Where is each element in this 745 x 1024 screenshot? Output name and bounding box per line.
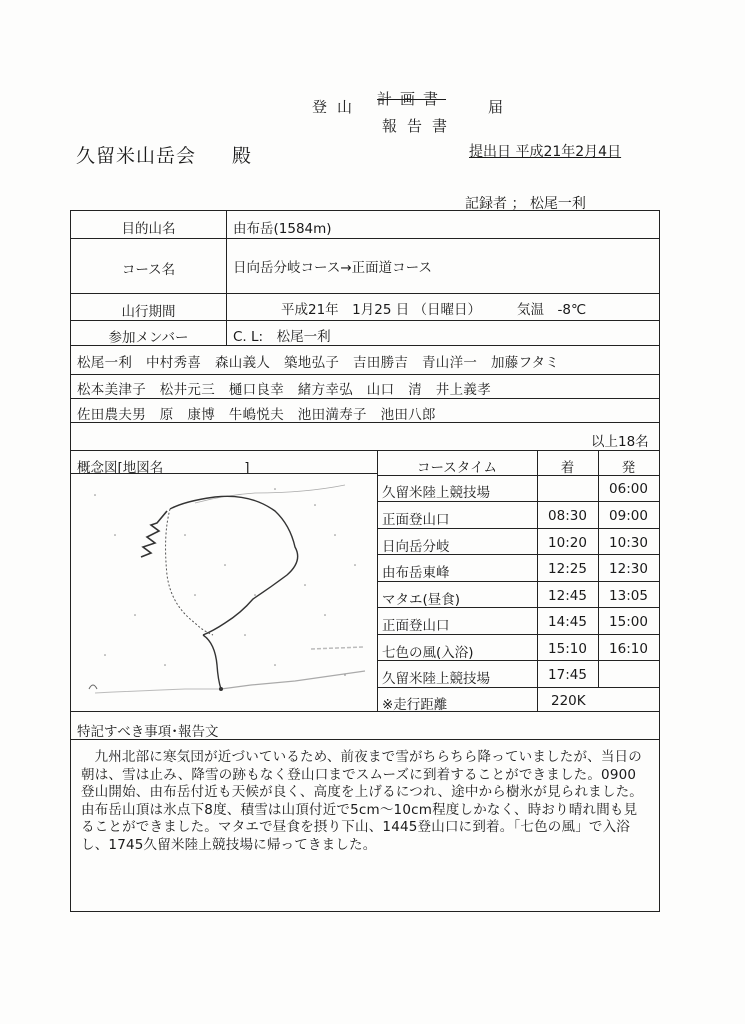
route-map-icon [75,475,375,709]
title-mountaineering: 登山 [312,98,363,116]
coursetime-arrive: 10:20 [548,535,587,551]
coursetime-place: 久留米陸上競技場 [382,671,490,687]
addressee: 久留米山岳会 [76,145,197,167]
distance-value: 220K [551,693,586,709]
coursetime-arrive: 17:45 [548,667,587,683]
coursetime-place: 久留米陸上競技場 [382,485,490,501]
coursetime-depart: 06:00 [609,481,648,497]
coursetime-place: 日向岳分岐 [382,539,450,555]
map-label: 概念図[地図名 ] [77,460,250,476]
coursetime-arrive: 08:30 [548,508,587,524]
coursetime-depart: 16:10 [609,641,648,657]
depart-header: 発 [621,460,636,476]
coursetime-depart: 15:00 [609,614,648,630]
period-label: 山行期間 [121,304,176,320]
members-line-3: 佐田農夫男 原 康博 牛嶋悦夫 池田満寿子 池田八郎 [77,407,436,423]
coursetime-depart: 12:30 [609,561,648,577]
submission-date: 提出日 平成21年2月4日 [469,144,622,160]
addressee-suffix: 殿 [232,145,252,167]
title-report: 報告書 [382,117,458,135]
recorder: 記録者 ； 松尾一利 [465,196,586,212]
coursetime-place: マタエ(昼食) [382,592,461,608]
report-text: 九州北部に寒気団が近づいているため、前夜まで雪がちらちら降っていましたが、当日の朝は、雪は止み、降雪の跡もなく登山口までスムーズに到着することができました。0900登山開始、由布岳付近も天候が良く、高度を上げるにつれ、途中から樹氷が見られました。由布岳山頂は氷点下8度、積雪は山頂付近で5cm～10cm程度しかなく、時おり晴れ間も見ることができました。マタエで昼食を摂り下山、1445登山口に到着。「七色の風」で入浴し、1745久留米陸上競技場に帰ってきました。 [81,749,643,853]
period-value: 平成21年 1月25 日 （日曜日） [281,302,482,318]
report-form [70,210,660,912]
report-label: 特記すべき事項･報告文 [77,724,219,740]
members-total: 以上18名 [591,434,649,450]
coursetime-place: 七色の風(入浴) [382,645,474,661]
coursetime-depart: 13:05 [609,588,648,604]
coursetime-arrive: 14:45 [548,614,587,630]
mountain-value: 由布岳(1584m) [233,221,332,237]
temperature-value: 気温 -8℃ [517,302,587,318]
course-value: 日向岳分岐コース→正面道コース [233,260,432,276]
members-line-2: 松本美津子 松井元三 樋口良幸 緒方幸弘 山口 清 井上義孝 [77,382,491,398]
coursetime-arrive: 15:10 [548,641,587,657]
title-notice: 届 [488,98,504,116]
coursetime-arrive: 12:45 [548,588,587,604]
coursetime-arrive: 12:25 [548,561,587,577]
coursetime-place: 正面登山口 [382,512,450,528]
course-label: コース名 [121,262,176,278]
coursetime-place: 由布岳東峰 [382,565,450,581]
coursetime-depart: 09:00 [609,508,648,524]
coursetime-depart: 10:30 [609,535,648,551]
title-plan-struck: 計画書 [377,90,447,108]
members-line-1: 松尾一利 中村秀喜 森山義人 築地弘子 吉田勝吉 青山洋一 加藤フタミ [77,355,560,371]
coursetime-place: 正面登山口 [382,618,450,634]
coursetime-header: コースタイム [416,460,498,476]
arrive-header: 着 [560,460,575,476]
members-label: 参加メンバー [108,330,189,346]
leader-value: C. L: 松尾一利 [233,329,331,345]
mountain-label: 目的山名 [121,221,176,237]
distance-label: ※走行距離 [382,697,448,713]
